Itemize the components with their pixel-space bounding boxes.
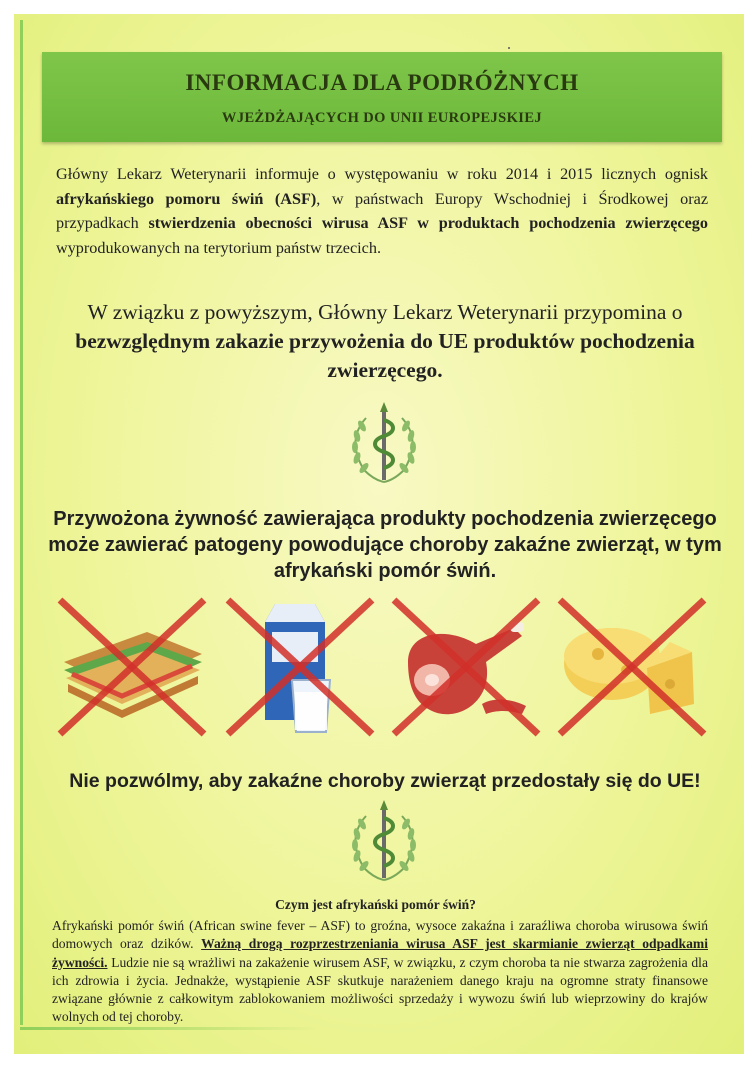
ham-icon xyxy=(386,592,546,742)
faq-underlined: Ważną drogą rozprzestrzeniania wirusa ASF jest skarmianie zwierząt odpadkami żywności. xyxy=(52,936,708,970)
page-subtitle: WJEŻDŻAJĄCYCH DO UNII EUROPEJSKIEJ xyxy=(221,110,543,126)
intro-paragraph xyxy=(56,162,708,260)
veterinary-emblem-icon-2 xyxy=(336,798,432,886)
slogan: Nie pozwólmy, aby zakaźne choroby zwierząt przedostały się do UE! xyxy=(69,770,701,792)
veterinary-emblem-icon xyxy=(336,400,432,488)
faq-text-2: Ludzie nie są wrażliwi na zakażenie wirusem ASF, w związku, z czym choroba ta nie stwarza zagrożenia dla ich zdrowia i życia. Jednakże, wystąpienie ASF skutkuje narażeniem danego kraju na ogromne straty finansowe związane głównie z całkowitym zablokowaniem możliwości sprzedaży i wywozu świń lub wieprzowiny do krajów wolnych od tej choroby. xyxy=(52,954,708,1025)
reminder-text: W związku z powyższym, Główny Lekarz Weterynarii przypomina o xyxy=(87,300,683,324)
speck xyxy=(508,47,510,49)
intro-text-3: wyprodukowanych na terytorium państw trzecich. xyxy=(56,238,381,257)
left-border-line xyxy=(20,20,23,1025)
warning-text: Przywożona żywność zawierająca produkty pochodzenia zwierzęcego może zawierać patogeny powodujące choroby zakaźne zwierząt, w tym afrykański pomór świń. xyxy=(48,508,722,582)
reminder-paragraph xyxy=(40,298,730,385)
faq-text-1: Afrykański pomór świń (African swine fever – ASF) to groźna, wysoce zakaźna i zaraźliwa choroba wirusowa świń domowych oraz dzików. xyxy=(52,918,708,952)
header-banner xyxy=(42,52,722,142)
faq-paragraph xyxy=(52,917,708,1027)
reminder-bold: bezwzględnym zakazie przywożenia do UE produktów pochodzenia zwierzęcego. xyxy=(75,329,695,382)
intro-bold-2: stwierdzenia obecności wirusa ASF w produktach pochodzenia zwierzęcego xyxy=(148,214,708,232)
cheese-icon xyxy=(552,592,712,742)
page-title: INFORMACJA DLA PODRÓŻNYCH xyxy=(185,70,579,95)
faq-title: Czym jest afrykański pomór świń? xyxy=(275,897,476,912)
intro-text-1: Główny Lekarz Weterynarii informuje o występowaniu w roku 2014 i 2015 licznych ognisk xyxy=(56,165,708,183)
bottom-border-line xyxy=(20,1027,320,1030)
intro-bold-1: afrykańskiego pomoru świń (ASF) xyxy=(56,189,317,208)
milk-icon xyxy=(220,592,380,742)
sandwich-icon xyxy=(52,592,212,742)
intro-text-2: , w państwach Europy Wschodniej i Środkowej oraz przypadkach xyxy=(56,189,709,232)
